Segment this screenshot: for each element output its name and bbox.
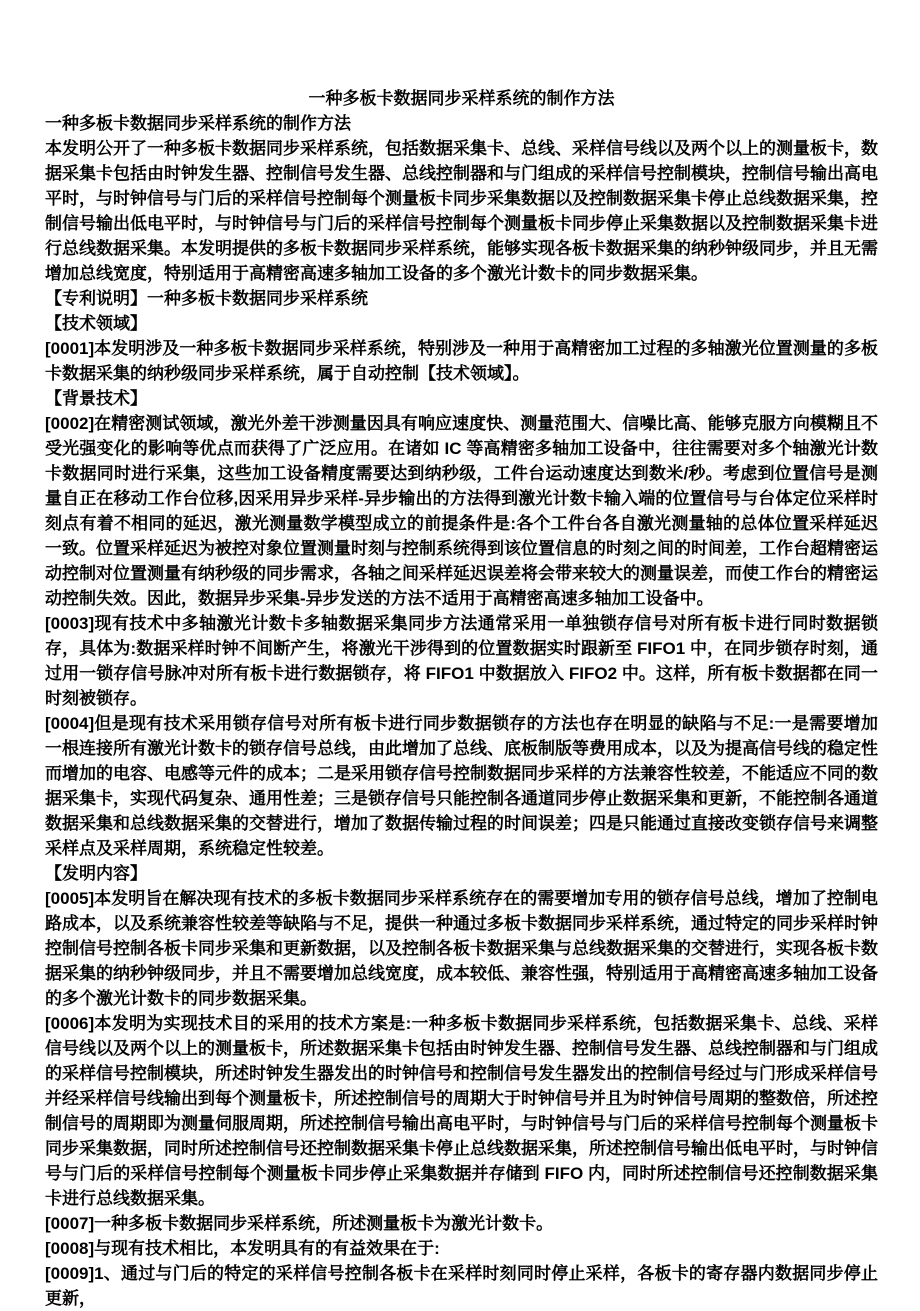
paragraph-0002: [0002]在精密测试领域，激光外差干涉测量因具有响应速度快、测量范围大、信噪比高、能够克服方向模糊且不受光强变化的影响等优点而获得了广泛应用。在诸如 IC 等高精密多轴加工设备中，往往需要对多个轴激光计数卡数据同时进行采集，这些加工设备精度需要达到纳秒级，工件台运动速度达到数米/秒。考虑到位置信号是测量自正在移动工作台位移,因采用异步采样-异步输出的方法得到激光计数卡输入端的位置信号与台体定位采样时刻点有着不相同的延迟，激光测量数学模型成立的前提条件是:各个工件台各自激光测量轴的总体位置采样延迟一致。位置采样延迟为被控对象位置测量时刻与控制系统得到该位置信息的时刻之间的时间差，工作台超精密运动控制对位置测量有纳秒级的同步需求，各轴之间采样延迟误差将会带来较大的测量误差，而使工作台的精密运动控制失效。因此，数据异步采集-异步发送的方法不适用于高精密高速多轴加工设备中。 bbox=[45, 414, 878, 608]
document-body bbox=[45, 111, 878, 1311]
patent-name-line: 一种多板卡数据同步采样系统的制作方法 bbox=[45, 114, 351, 133]
background-art-heading: 【背景技术】 bbox=[45, 389, 147, 408]
paragraph-0003: [0003]现有技术中多轴激光计数卡多轴数据采集同步方法通常采用一单独锁存信号对所有板卡进行同时数据锁存，具体为:数据采样时钟不间断产生，将激光干涉得到的位置数据实时跟新至 FIFO1 中，在同步锁存时刻，通过用一锁存信号脉冲对所有板卡进行数据锁存，将 FIFO1 中数据放入 FIFO2 中。这样，所有板卡数据都在同一时刻被锁存。 bbox=[45, 614, 878, 708]
document-title: 一种多板卡数据同步采样系统的制作方法 bbox=[308, 89, 615, 108]
paragraph-0007: [0007]一种多板卡数据同步采样系统，所述测量板卡为激光计数卡。 bbox=[45, 1214, 554, 1233]
paragraph-0001: [0001]本发明涉及一种多板卡数据同步采样系统，特别涉及一种用于高精密加工过程的多轴激光位置测量的多板卡数据采集的纳秒级同步采样系统，属于自动控制【技术领域】。 bbox=[45, 339, 878, 383]
abstract-paragraph: 本发明公开了一种多板卡数据同步采样系统，包括数据采集卡、总线、采样信号线以及两个以上的测量板卡，数据采集卡包括由时钟发生器、控制信号发生器、总线控制器和与门组成的采样信号控制模块，控制信号输出高电平时，与时钟信号与门后的采样信号控制每个测量板卡同步采集数据以及控制数据采集卡停止总线数据采集，控制信号输出低电平时，与时钟信号与门后的采样信号控制每个测量板卡同步停止采集数据以及控制数据采集卡进行总线数据采集。本发明提供的多板卡数据同步采样系统，能够实现各板卡数据采集的纳秒钟级同步，并且无需增加总线宽度，特别适用于高精密高速多轴加工设备的多个激光计数卡的同步数据采集。 bbox=[45, 139, 878, 283]
paragraph-0008: [0008]与现有技术相比，本发明具有的有益效果在于: bbox=[45, 1239, 440, 1258]
paragraph-0009: [0009]1、通过与门后的特定的采样信号控制各板卡在采样时刻同时停止采样，各板卡的寄存器内数据同步停止更新， bbox=[45, 1264, 878, 1308]
paragraph-0004: [0004]但是现有技术采用锁存信号对所有板卡进行同步数据锁存的方法也存在明显的缺陷与不足:一是需要增加一根连接所有激光计数卡的锁存信号总线，由此增加了总线、底板制版等费用成本，以及为提高信号线的稳定性而增加的电容、电感等元件的成本；二是采用锁存信号控制数据同步采样的方法兼容性较差，不能适应不同的数据采集卡，实现代码复杂、通用性差；三是锁存信号只能控制各通道同步停止数据采集和更新，不能控制各通道数据采集和总线数据采集的交替进行，增加了数据传输过程的时间误差；四是只能通过直接改变锁存信号来调整采样点及采样周期，系统稳定性较差。 bbox=[45, 714, 878, 858]
paragraph-0005: [0005]本发明旨在解决现有技术的多板卡数据同步采样系统存在的需要增加专用的锁存信号总线，增加了控制电路成本，以及系统兼容性较差等缺陷与不足，提供一种通过多板卡数据同步采样系统，通过特定的同步采样时钟控制信号控制各板卡同步采集和更新数据，以及控制各板卡数据采集与总线数据采集的交替进行，实现各板卡数据采集的纳秒钟级同步，并且不需要增加总线宽度，成本较低、兼容性强，特别适用于高精密高速多轴加工设备的多个激光计数卡的同步数据采集。 bbox=[45, 889, 878, 1008]
paragraph-0006: [0006]本发明为实现技术目的采用的技术方案是:一种多板卡数据同步采样系统，包括数据采集卡、总线、采样信号线以及两个以上的测量板卡，所述数据采集卡包括由时钟发生器、控制信号发生器、总线控制器和与门组成的采样信号控制模块，所述时钟发生器发出的时钟信号和控制信号发生器发出的控制信号经过与门形成采样信号并经采样信号线输出到每个测量板卡，所述控制信号的周期大于时钟信号并且为时钟信号周期的整数倍，所述控制信号的周期即为测量伺服周期，所述控制信号输出高电平时，与时钟信号与门后的采样信号控制每个测量板卡同步采集数据，同时所述控制信号还控制数据采集卡停止总线数据采集，所述控制信号输出低电平时，与时钟信号与门后的采样信号控制每个测量板卡同步停止采集数据并存储到 FIFO 内，同时所述控制信号还控制数据采集卡进行总线数据采集。 bbox=[45, 1014, 878, 1208]
patent-description-heading: 【专利说明】一种多板卡数据同步采样系统 bbox=[45, 289, 368, 308]
technical-field-heading: 【技术领域】 bbox=[45, 314, 147, 333]
invention-content-heading: 【发明内容】 bbox=[45, 864, 147, 883]
